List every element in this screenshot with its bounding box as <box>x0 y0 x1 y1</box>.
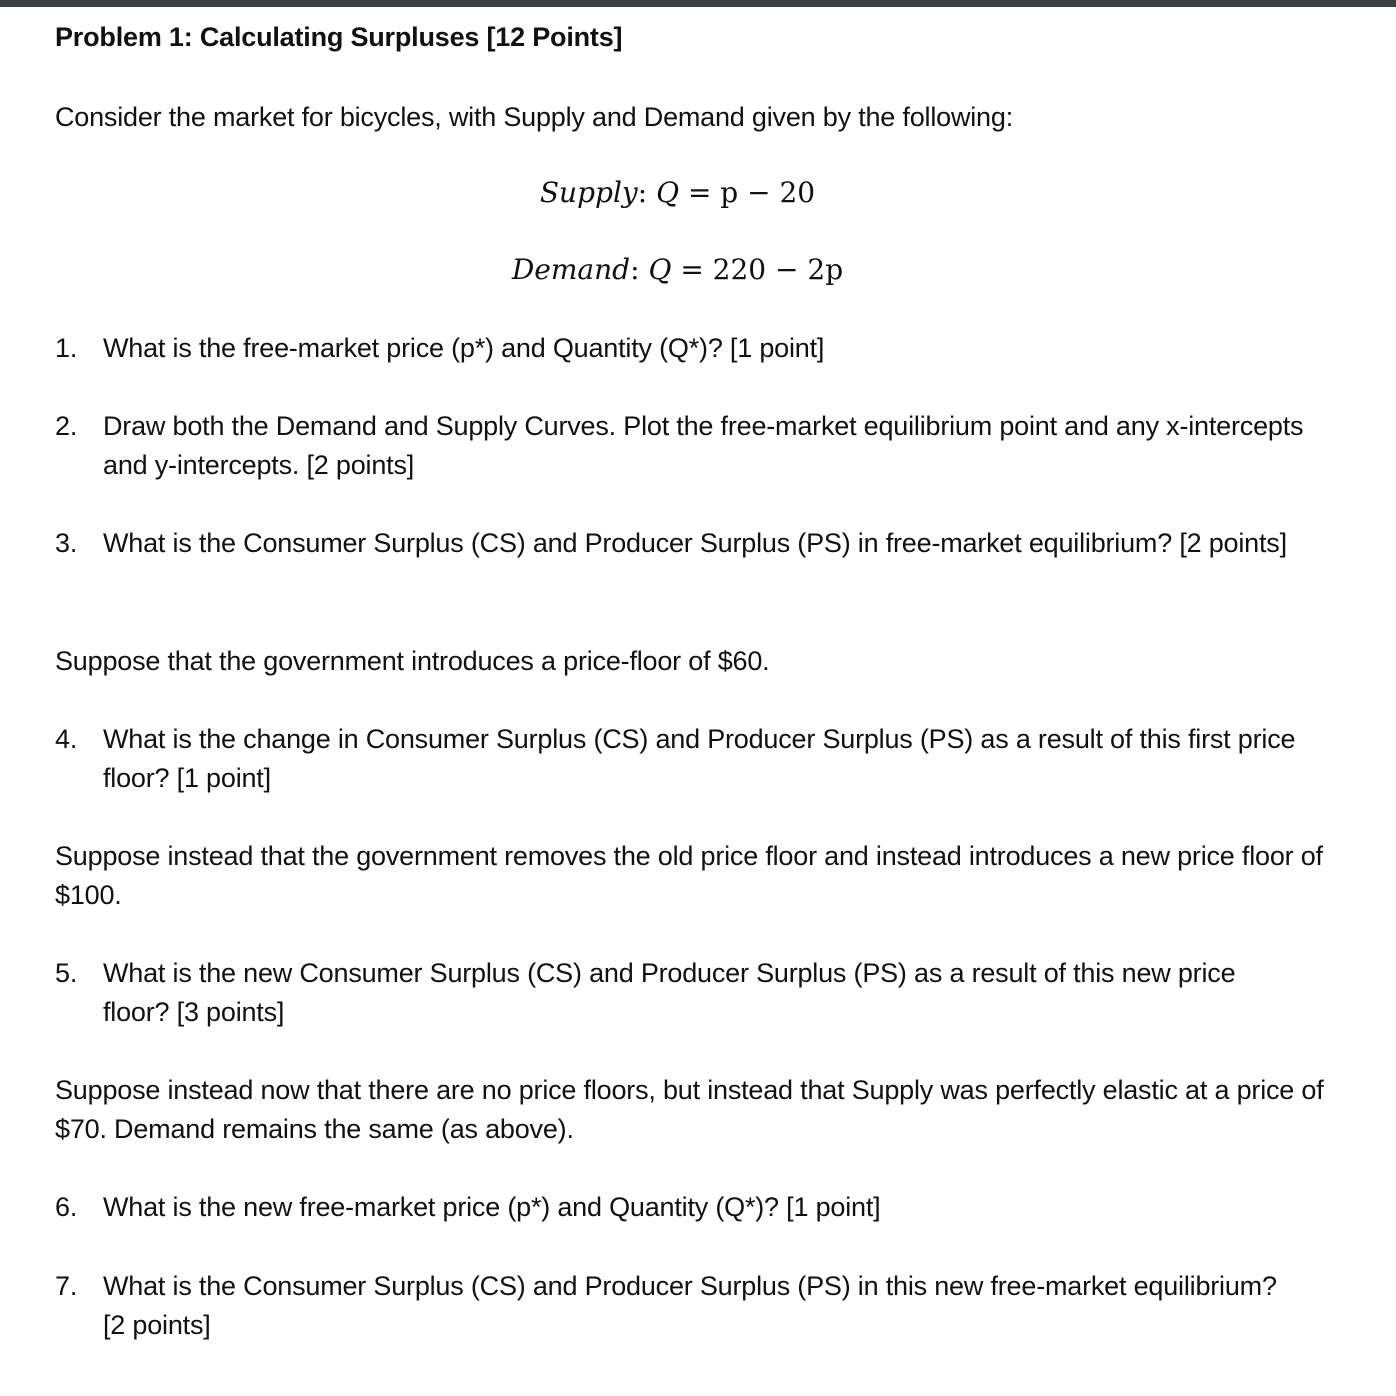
demand-equation-rhs: = 220 − 2p <box>680 253 844 286</box>
scenario-price-floor-60: Suppose that the government introduces a price-floor of $60. <box>55 646 770 676</box>
question-text: What is the Consumer Surplus (CS) and Producer Surplus (PS) in free-market equilibrium? [2 points] <box>103 528 1287 558</box>
demand-equation-label: Demand <box>511 253 631 286</box>
demand-equation-lhs: Q <box>648 253 672 286</box>
question-number: 7. <box>55 1271 78 1301</box>
question-4 <box>55 720 1305 798</box>
supply-equation-lhs: Q <box>656 176 680 209</box>
question-number: 1. <box>55 333 78 363</box>
supply-equation-rhs: = p − 20 <box>687 176 816 209</box>
question-number: 3. <box>55 528 78 558</box>
scenario-price-floor-100: Suppose instead that the government removes the old price floor and instead introduces a new price floor of $100. <box>55 841 1323 910</box>
question-text: What is the Consumer Surplus (CS) and Producer Surplus (PS) in this new free-market equilibrium? [2 points] <box>103 1271 1277 1340</box>
question-2 <box>55 407 1305 485</box>
supply-equation: Supply: Q = p − 20 <box>539 176 816 209</box>
question-5 <box>55 954 1305 1032</box>
intro-paragraph: Consider the market for bicycles, with Supply and Demand given by the following: <box>55 102 1013 132</box>
question-text: Draw both the Demand and Supply Curves. Plot the free-market equilibrium point and any x-intercepts and y-intercepts. [2 points] <box>103 411 1304 480</box>
demand-equation: Demand: Q = 220 − 2p <box>511 253 844 286</box>
window-top-border <box>0 0 1396 7</box>
supply-equation-label: Supply <box>539 176 638 209</box>
question-text: What is the free-market price (p*) and Quantity (Q*)? [1 point] <box>103 333 825 363</box>
question-1 <box>55 329 1305 368</box>
question-number: 5. <box>55 958 78 988</box>
problem-title: Problem 1: Calculating Surpluses [12 Points] <box>55 22 623 52</box>
question-text: What is the new Consumer Surplus (CS) and Producer Surplus (PS) as a result of this new price floor? [3 points] <box>103 958 1236 1027</box>
question-3 <box>55 524 1305 563</box>
question-number: 4. <box>55 724 78 754</box>
question-6 <box>55 1188 1305 1227</box>
question-7 <box>55 1267 1305 1345</box>
question-text: What is the change in Consumer Surplus (CS) and Producer Surplus (PS) as a result of this first price floor? [1 point] <box>103 724 1296 793</box>
scenario-elastic-supply: Suppose instead now that there are no price floors, but instead that Supply was perfectly elastic at a price of $70. Demand remains the same (as above). <box>55 1075 1324 1144</box>
question-number: 6. <box>55 1192 78 1222</box>
question-text: What is the new free-market price (p*) and Quantity (Q*)? [1 point] <box>103 1192 881 1222</box>
question-number: 2. <box>55 411 78 441</box>
